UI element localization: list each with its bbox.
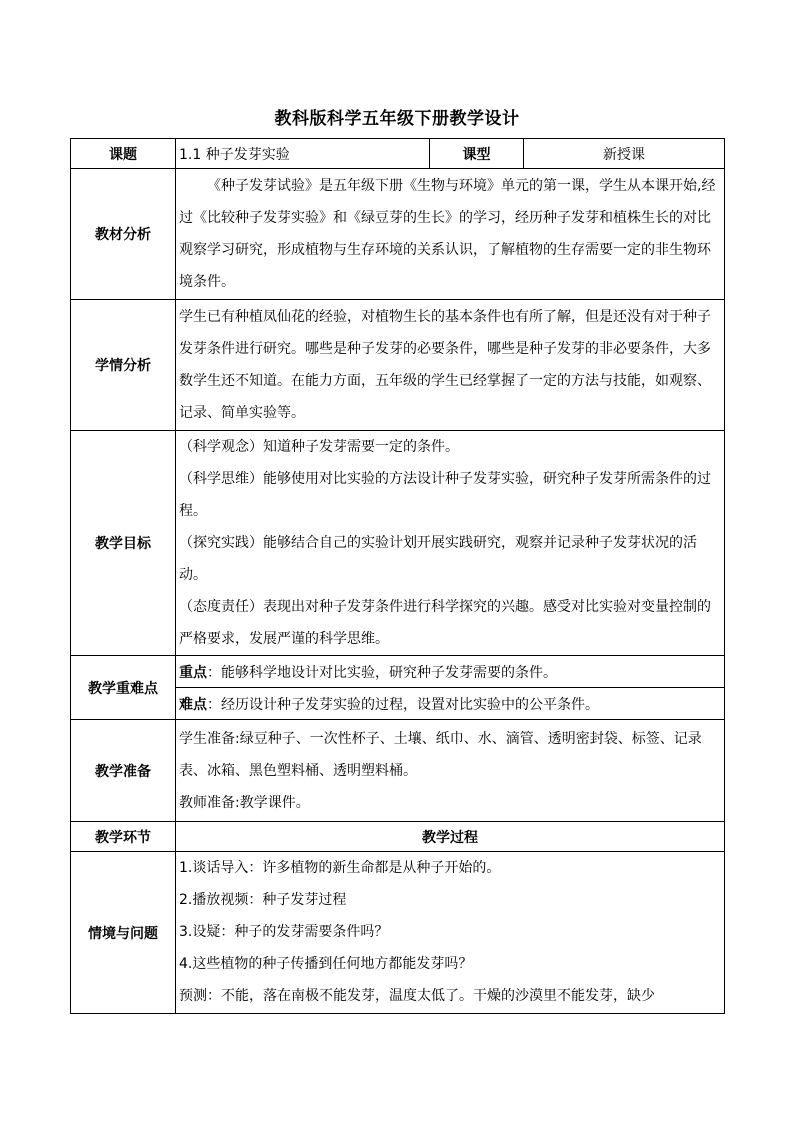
student-analysis-text: 学生已有种植凤仙花的经验，对植物生长的基本条件也有所了解，但是还没有对于种子发芽条件进行研究。哪些是种子发芽的必要条件，哪些是种子发芽的非必要条件，大多数学生还不知道。在能力方面，五年级的学生已经掌握了一定的方法与技能，如观察、记录、简单实验等。 xyxy=(179,309,711,421)
key-points-label: 教学重难点 xyxy=(71,656,176,720)
type-value: 新授课 xyxy=(524,139,725,169)
teacher-preparation-text: 教师准备:教学课件。 xyxy=(179,794,310,811)
material-analysis-label: 教材分析 xyxy=(71,169,176,300)
key-point-text: ：能够科学地设计对比实验，研究种子发芽需要的条件。 xyxy=(207,664,557,681)
student-analysis-label: 学情分析 xyxy=(71,300,176,431)
material-analysis-row xyxy=(71,169,725,300)
situation-item: 1.谈话导入：许多植物的新生命都是从种子开始的。 xyxy=(179,860,501,876)
difficulty-prefix: 难点 xyxy=(179,696,207,713)
lesson-plan-table xyxy=(70,138,725,1014)
preparation-row xyxy=(71,720,725,822)
material-analysis-text: 《种子发芽试验》是五年级下册《生物与环境》单元的第一课，学生从本课开始,经过《比较种子发芽实验》和《绿豆芽的生长》的学习，经历种子发芽和植株生长的对比观察学习研究，形成植物与生存环境的关系认识，了解植物的生存需要一定的非生物环境条件。 xyxy=(179,178,716,290)
type-label: 课型 xyxy=(430,139,524,169)
student-preparation-text: 学生准备:绿豆种子、一次性杯子、土壤、纸巾、水、滴管、透明密封袋、标签、记录表、冰箱、黑色塑料桶、透明塑料桶。 xyxy=(179,730,702,779)
objective-item: （科学观念）知道种子发芽需要一定的条件。 xyxy=(179,439,459,455)
key-point-row xyxy=(71,656,725,688)
situation-label: 情境与问题 xyxy=(71,852,176,1014)
process-header-row xyxy=(71,822,725,852)
situation-item: 3.设疑：种子的发芽需要条件吗？ xyxy=(179,924,389,940)
process-header: 教学过程 xyxy=(176,822,725,852)
objectives-label: 教学目标 xyxy=(71,431,176,656)
stage-header: 教学环节 xyxy=(71,822,176,852)
situation-row xyxy=(71,852,725,1014)
key-point-prefix: 重点 xyxy=(179,664,207,681)
page-title: 教科版科学五年级下册教学设计 xyxy=(274,109,520,129)
objective-item: （科学思维）能够使用对比实验的方法设计种子发芽实验，研究种子发芽所需条件的过程。 xyxy=(179,471,711,519)
situation-item: 预测：不能，落在南极不能发芽，温度太低了。干燥的沙漠里不能发芽，缺少 xyxy=(179,988,655,1004)
topic-label: 课题 xyxy=(71,139,176,169)
preparation-label: 教学准备 xyxy=(71,720,176,822)
topic-row xyxy=(71,139,725,169)
difficulty-text: ：经历设计种子发芽实验的过程，设置对比实验中的公平条件。 xyxy=(207,696,599,713)
situation-item: 2.播放视频：种子发芽过程 xyxy=(179,892,347,908)
situation-item: 4.这些植物的种子传播到任何地方都能发芽吗？ xyxy=(179,956,473,972)
topic-value: 1.1 种子发芽实验 xyxy=(176,139,430,169)
student-analysis-row xyxy=(71,300,725,431)
objective-item: （探究实践）能够结合自己的实验计划开展实践研究，观察并记录种子发芽状况的活动。 xyxy=(179,535,697,583)
objective-item: （态度责任）表现出对种子发芽条件进行科学探究的兴趣。感受对比实验对变量控制的严格要求，发展严谨的科学思维。 xyxy=(179,599,711,647)
objectives-row xyxy=(71,431,725,656)
